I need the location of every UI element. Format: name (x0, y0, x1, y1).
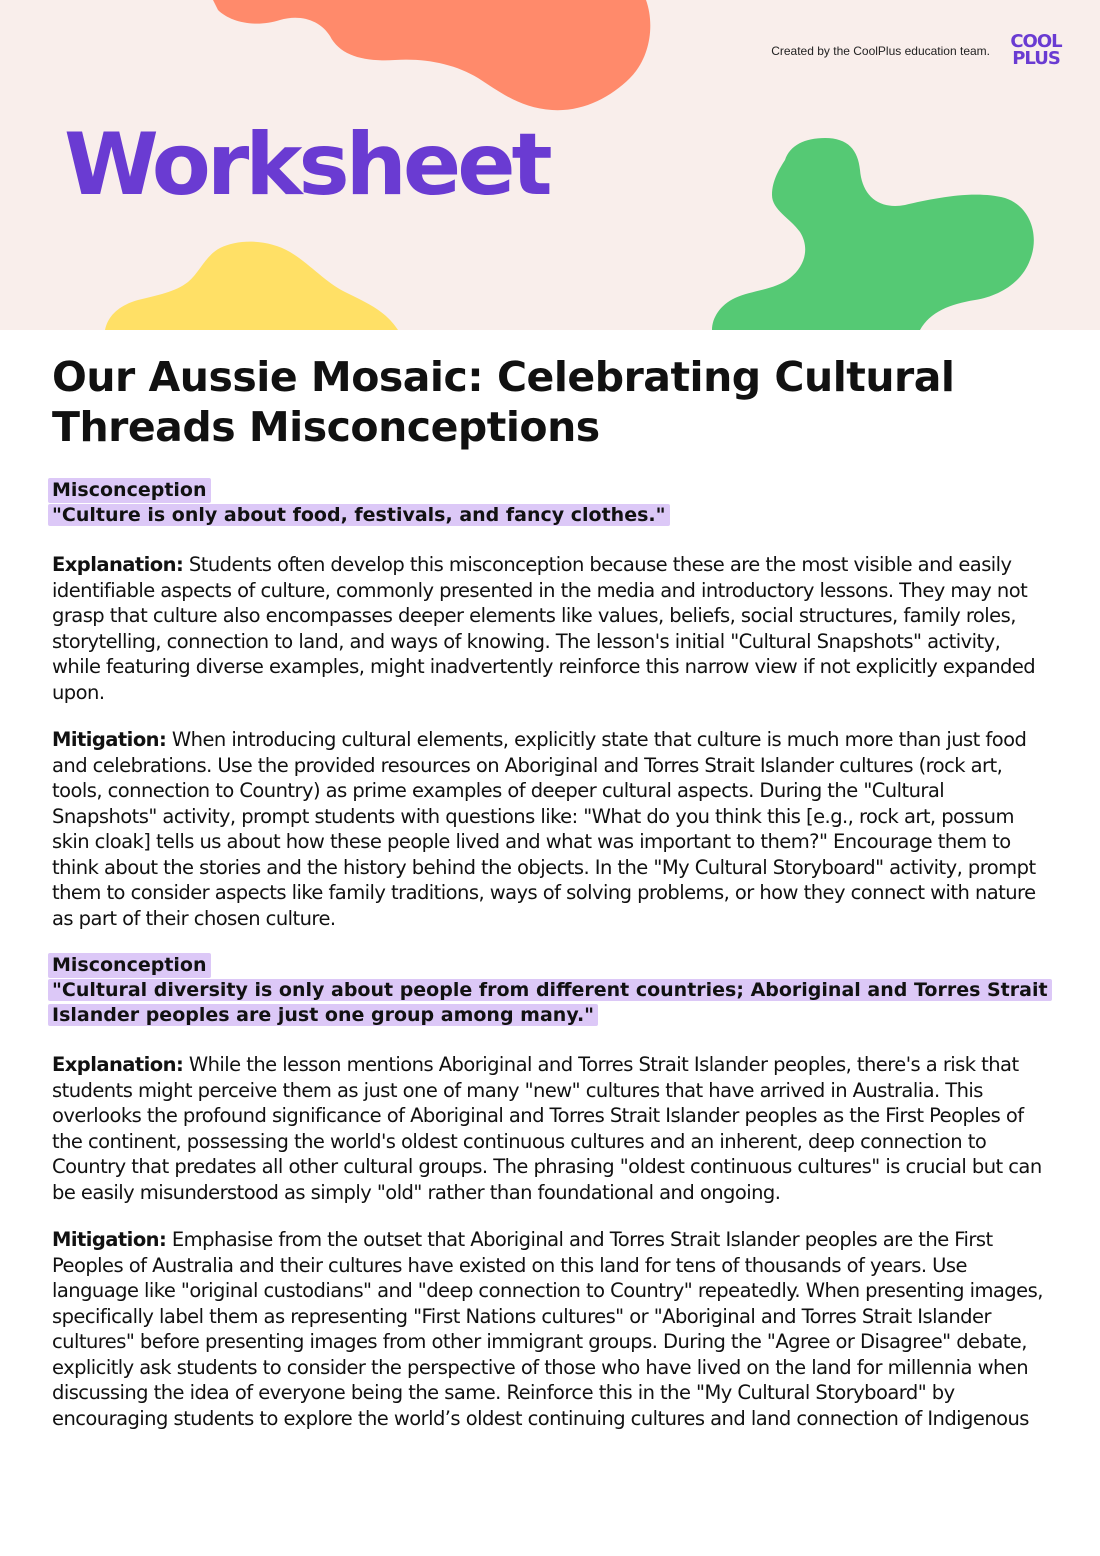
coolplus-logo (1003, 33, 1069, 67)
misconception-section-2 (52, 953, 1052, 1431)
credit-text: Created by the CoolPlus education team. (771, 44, 990, 58)
misconception-label: Misconception (48, 953, 211, 978)
explanation-text: Students often develop this misconception because these are the most visible and easily identifiable aspects of culture, commonly presented in the media and introductory lessons. They may not grasp that culture also encompasses deeper elements like values, beliefs, social structures, family roles, storytelling, connection to land, and ways of knowing. The lesson's initial "Cultural Snapshots" activity, while featuring diverse examples, might inadvertently reinforce this narrow view if not explicitly expanded upon. (52, 553, 1036, 704)
misconception-quote (48, 978, 1052, 1028)
document-body (52, 352, 1052, 1453)
misconception-quote-text: "Culture is only about food, festivals, and fancy clothes." (48, 504, 670, 526)
mitigation-paragraph (52, 727, 1052, 931)
yellow-blob (105, 242, 398, 330)
mitigation-text: Emphasise from the outset that Aboriginal and Torres Strait Islander peoples are the First Peoples of Australia and their cultures have existed on this land for tens of thousands of years. Use language like "original custodians" and "deep connection to Country" repeatedly. When presenting images, specifically label them as representing "First Nations cultures" or "Aboriginal and Torres Strait Islander cultures" before presenting images from other immigrant groups. During the "Agree or Disagree" debate, explicitly ask students to consider the perspective of those who have lived on the land for millennia when discussing the idea of everyone being the same. Reinforce this in the "My Cultural Storyboard" by encouraging students to explore the world’s oldest continuing cultures and land connection of Indigenous (52, 1228, 1043, 1430)
explanation-paragraph (52, 552, 1052, 705)
mitigation-text: When introducing cultural elements, explicitly state that culture is much more than just food and celebrations. Use the provided resources on Aboriginal and Torres Strait Islander cultures (rock art, tools, connection to Country) as prime examples of deeper cultural aspects. During the "Cultural Snapshots" activity, prompt students with questions like: "What do you think this [e.g., rock art, possum skin cloak] tells us about how these people lived and what was important to them?" Encourage them to think about the stories and the history behind the objects. In the "My Cultural Storyboard" activity, prompt them to consider aspects like family traditions, ways of solving problems, or how they connect with nature as part of their chosen culture. (52, 728, 1036, 930)
misconception-quote (48, 503, 1052, 528)
coral-blob (213, 0, 650, 110)
green-blob (712, 138, 1034, 330)
mitigation-label: Mitigation: (52, 1228, 167, 1251)
worksheet-header (0, 0, 1100, 330)
misconception-quote-text: "Cultural diversity is only about people from different countries; Aboriginal and Torres Strait Islander peoples are just one group among many." (48, 979, 1052, 1026)
explanation-text: While the lesson mentions Aboriginal and Torres Strait Islander peoples, there's a risk that students might perceive them as just one of many "new" cultures that have arrived in Australia. This overlooks the profound significance of Aboriginal and Torres Strait Islander peoples as the First Peoples of the continent, possessing the world's oldest continuous cultures and an inherent, deep connection to Country that predates all other cultural groups. The phrasing "oldest continuous cultures" is crucial but can be easily misunderstood as simply "old" rather than foundational and ongoing. (52, 1053, 1042, 1204)
misconception-section-1 (52, 478, 1052, 931)
logo-line-1: COOL (1010, 31, 1062, 52)
explanation-label: Explanation: (52, 553, 184, 576)
explanation-label: Explanation: (52, 1053, 184, 1076)
logo-line-2: PLUS (1012, 48, 1060, 69)
misconception-label: Misconception (48, 478, 211, 503)
mitigation-label: Mitigation: (52, 728, 167, 751)
worksheet-title: Worksheet (64, 115, 549, 215)
explanation-paragraph (52, 1052, 1052, 1205)
document-title: Our Aussie Mosaic: Celebrating Cultural Threads Misconceptions (52, 353, 955, 451)
mitigation-paragraph (52, 1227, 1052, 1431)
